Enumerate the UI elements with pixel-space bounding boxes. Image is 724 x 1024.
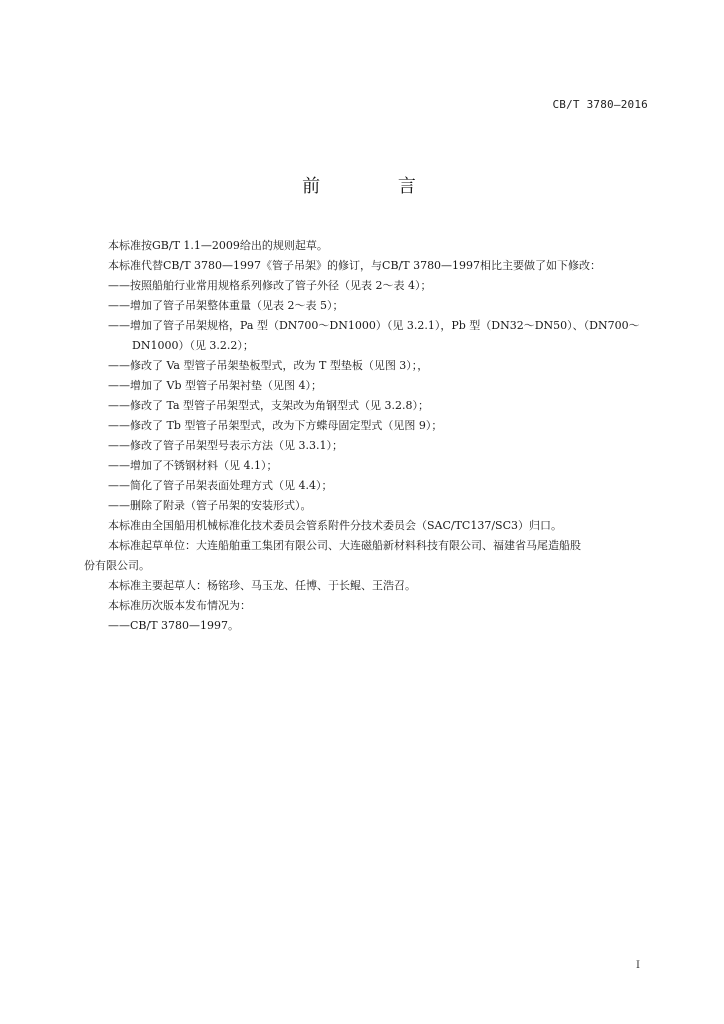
page-number: I	[636, 960, 640, 971]
paragraph-drafting-units: 本标准起草单位：大连船舶重工集团有限公司、大连磁船新材料科技有限公司、福建省马尾造船股	[108, 539, 581, 552]
paragraph-committee: 本标准由全国船用机械标准化技术委员会管系附件分技术委员会（SAC/TC137/SC3）归口。	[108, 519, 563, 532]
change-item: ——增加了管子吊架规格，Pa 型（DN700～DN1000）（见 3.2.1），Pb 型（DN32～DN50）、（DN700～	[108, 319, 640, 332]
change-item: ——修改了 Ta 型管子吊架型式，支架改为角钢型式（见 3.2.8）；	[108, 399, 430, 412]
change-item: ——增加了不锈钢材料（见 4.1）；	[108, 459, 278, 472]
paragraph-version-history: 本标准历次版本发布情况为：	[108, 599, 251, 612]
change-item: ——修改了管子吊架型号表示方法（见 3.3.1）；	[108, 439, 343, 452]
change-item: ——增加了 Vb 型管子吊架衬垫（见图 4）；	[108, 379, 322, 392]
change-item: ——增加了管子吊架整体重量（见表 2～表 5）；	[108, 299, 344, 312]
change-item: ——按照船舶行业常用规格系列修改了管子外径（见表 2～表 4）；	[108, 279, 432, 292]
change-item: ——简化了管子吊架表面处理方式（见 4.4）；	[108, 479, 333, 492]
foreword-body	[84, 236, 654, 636]
paragraph-drafting-rules: 本标准按GB/T 1.1—2009给出的规则起草。	[108, 239, 328, 252]
paragraph-drafters: 本标准主要起草人：杨铭珍、马玉龙、任博、于长鲲、王浩召。	[108, 579, 416, 592]
paragraph-drafting-units-continuation: 份有限公司。	[84, 559, 150, 572]
paragraph-replacement: 本标准代替CB/T 3780—1997《管子吊架》的修订，与CB/T 3780—1997相比主要做了如下修改：	[108, 259, 602, 272]
page-title: 前 言	[302, 176, 452, 197]
change-item-continuation: DN1000）（见 3.2.2）；	[132, 339, 254, 352]
change-item: ——修改了 Va 型管子吊架垫板型式，改为 T 型垫板（见图 3）；，	[108, 359, 429, 372]
change-item: ——删除了附录（管子吊架的安装形式）。	[108, 499, 312, 512]
change-item: ——修改了 Tb 型管子吊架型式，改为下方蝶母固定型式（见图 9）；	[108, 419, 443, 432]
standard-code: CB/T 3780—2016	[552, 98, 648, 111]
version-history-item: ——CB/T 3780—1997。	[108, 619, 240, 632]
